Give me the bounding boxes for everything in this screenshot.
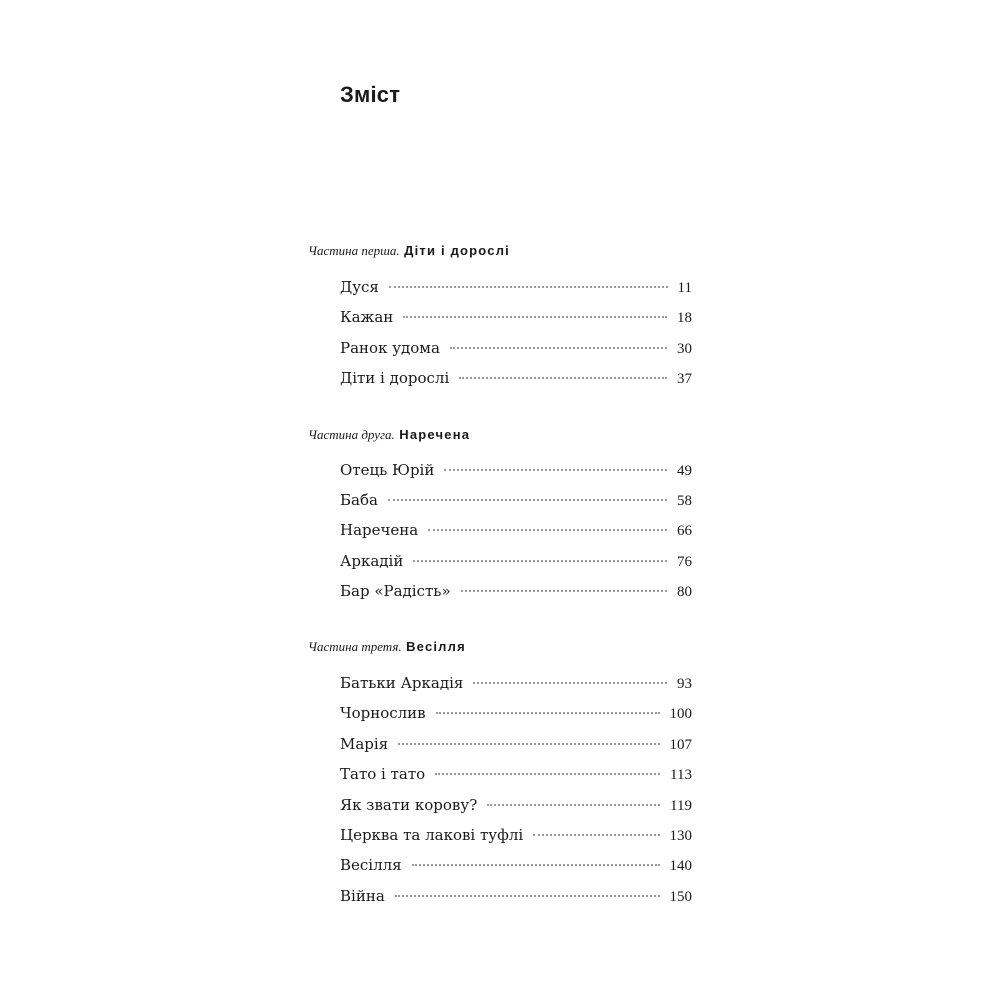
toc-entry-page: 80 (677, 584, 692, 600)
toc-entry-page: 113 (670, 767, 692, 783)
toc-entry-page: 18 (677, 310, 692, 326)
toc-entry-page: 119 (670, 798, 692, 814)
toc-entry-title: Як звати корову? (340, 796, 478, 814)
part-heading (308, 243, 510, 259)
part-prefix: Частина третя. (308, 639, 402, 654)
toc-entry-title: Весілля (340, 856, 402, 874)
toc-entry-page: 11 (677, 280, 692, 296)
part-heading (308, 639, 466, 655)
toc-entry[interactable] (340, 306, 692, 328)
toc-entry[interactable] (340, 672, 692, 694)
toc-entry-page: 76 (677, 554, 692, 570)
part-heading (308, 427, 470, 443)
dot-leader (461, 590, 667, 592)
toc-entry-title: Отець Юрій (340, 461, 435, 479)
toc-entry-title: Марія (340, 735, 389, 753)
dot-leader (435, 773, 660, 775)
toc-entry[interactable] (340, 367, 692, 389)
dot-leader (487, 804, 660, 806)
dot-leader (436, 712, 660, 714)
toc-entry-page: 150 (669, 889, 692, 905)
part-name: Діти і дорослі (404, 243, 510, 258)
toc-entry[interactable] (340, 519, 692, 541)
toc-entry-page: 100 (669, 706, 692, 722)
toc-entry-title: Війна (340, 887, 385, 905)
dot-leader (398, 743, 659, 745)
toc-entry-title: Бар «Радість» (340, 582, 451, 600)
dot-leader (412, 864, 660, 866)
toc-entry[interactable] (340, 854, 692, 876)
toc-entry-page: 140 (669, 858, 692, 874)
toc-entry-page: 66 (677, 523, 692, 539)
dot-leader (413, 560, 667, 562)
toc-entry-title: Ранок удома (340, 339, 440, 357)
part-prefix: Частина перша. (308, 243, 400, 258)
dot-leader (444, 469, 667, 471)
toc-entry[interactable] (340, 733, 692, 755)
toc-entry[interactable] (340, 276, 692, 298)
part-name: Весілля (406, 639, 466, 654)
toc-entry[interactable] (340, 702, 692, 724)
toc-entry-page: 58 (677, 493, 692, 509)
dot-leader (473, 682, 667, 684)
dot-leader (428, 529, 667, 531)
dot-leader (389, 286, 668, 288)
toc-entry-page: 30 (677, 341, 692, 357)
toc-entry-title: Батьки Аркадія (340, 674, 464, 692)
toc-entry[interactable] (340, 794, 692, 816)
toc-entry-title: Діти і дорослі (340, 369, 450, 387)
toc-entry[interactable] (340, 489, 692, 511)
part-name: Наречена (399, 427, 471, 442)
toc-entry-title: Дуся (340, 278, 379, 296)
toc-entry[interactable] (340, 580, 692, 602)
toc-entry[interactable] (340, 763, 692, 785)
toc-entry[interactable] (340, 885, 692, 907)
toc-entry-page: 49 (677, 463, 692, 479)
toc-entry-title: Тато і тато (340, 765, 426, 783)
toc-entry-title: Баба (340, 491, 378, 509)
page-title: Зміст (340, 82, 401, 107)
dot-leader (533, 834, 659, 836)
toc-entry-title: Церква та лакові туфлі (340, 826, 524, 844)
toc-entry-title: Аркадій (340, 552, 404, 570)
toc-entry-page: 107 (669, 737, 692, 753)
dot-leader (395, 895, 660, 897)
toc-entry[interactable] (340, 550, 692, 572)
toc-entry[interactable] (340, 824, 692, 846)
dot-leader (403, 316, 667, 318)
toc-entry-title: Кажан (340, 308, 394, 326)
part-prefix: Частина друга. (308, 427, 395, 442)
dot-leader (388, 499, 667, 501)
toc-entry[interactable] (340, 337, 692, 359)
dot-leader (459, 377, 667, 379)
toc-entry-page: 37 (677, 371, 692, 387)
toc-entry-page: 130 (669, 828, 692, 844)
toc-entry-page: 93 (677, 676, 692, 692)
toc-entry-title: Наречена (340, 521, 419, 539)
toc-entry[interactable] (340, 459, 692, 481)
toc-entry-title: Чорнослив (340, 704, 426, 722)
dot-leader (450, 347, 667, 349)
